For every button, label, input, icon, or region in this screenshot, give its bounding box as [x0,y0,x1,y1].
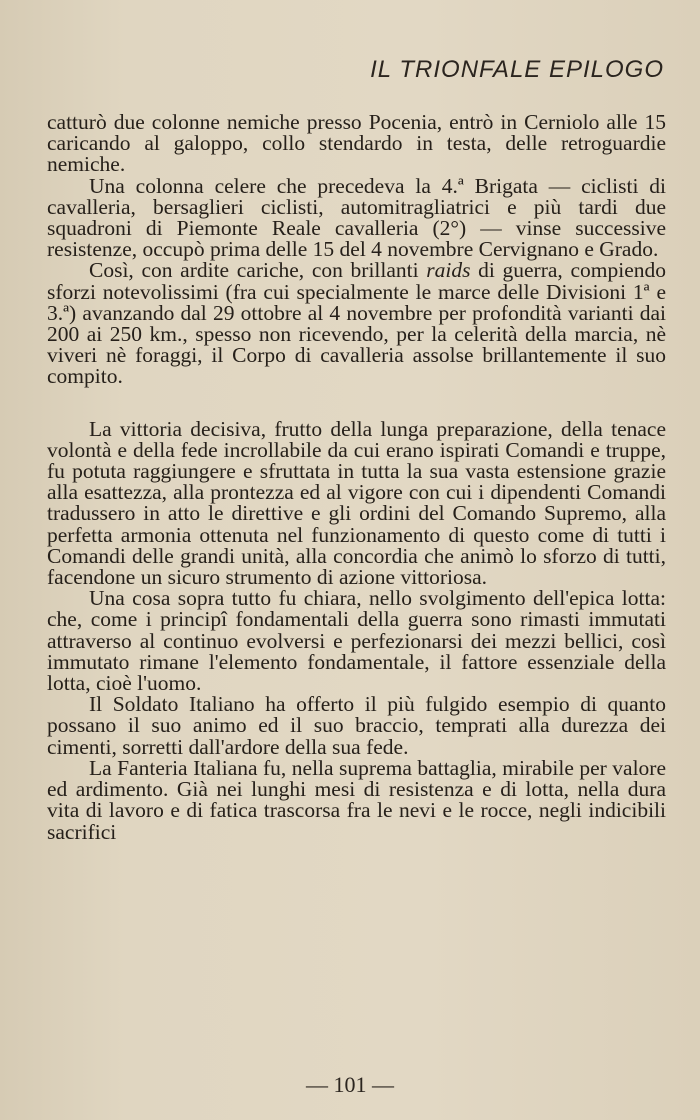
paragraph-colonna-celere: Una colonna celere che precedeva la 4.ª Brigata — ciclisti di cavalleria, bersaglieri ciclisti, automitragliatrici e più tardi due squadroni di Piemonte Reale cavalleria (2°) — vinse successive resistenze, occupò prima delle 15 del 4 novembre Cervignano e Grado. [47,173,666,262]
paragraph-soldato: Il Soldato Italiano ha offerto il più fulgido esempio di quanto possano il suo animo ed il suo braccio, temprati alla durezza dei cimenti, sorretti dall'ardore della sua fede. [47,692,666,759]
paragraph-continuation: catturò due colonne nemiche presso Pocenia, entrò in Cerniolo alle 15 caricando al galoppo, collo stendardo in testa, delle retroguardie nemiche. [47,110,666,177]
paragraph-vittoria: La vittoria decisiva, frutto della lunga preparazione, della tenace volontà e della fede incrollabile da cui erano ispirati Comandi e truppe, fu potuta raggiungere e sfruttata in tutta la sua vasta estensione grazie alla esattezza, alla prontezza ed al vigore con cui i dipendenti Comandi tradussero in atto le direttive e gli ordini del Comando Supremo, alla perfetta armonia ottenuta nel funzionamento di questo come di tutti i Comandi delle grandi unità, alla concordia che animò lo sforzo di tutti, facendone un sicuro strumento di azione vittoriosa. [47,416,666,590]
paragraph-epica-lotta: Una cosa sopra tutto fu chiara, nello svolgimento dell'epica lotta: che, come i principî fondamentali della guerra sono rimasti immutati attraverso al continuo evolversi e perfezionarsi dei mezzi bellici, così immutato rimane l'elemento fondamentale, il fattore essenziale della lotta, cioè l'uomo. [47,586,666,696]
body-text [47,112,666,843]
running-head: IL TRIONFALE EPILOGO [370,56,664,83]
paragraph-cavalleria: Così, con ardite cariche, con brillanti raids di guerra, compiendo sforzi notevolissimi (fra cui specialmente le marce delle Divisioni 1ª e 3.ª) avanzando dal 29 ottobre al 4 novembre per profondità varianti dai 200 ai 250 km., spesso non ricevendo, per la celerità della marcia, nè viveri nè foraggi, il Corpo di cavalleria assolse brillantemente il suo compito. [47,258,666,389]
italic-raids: raids [426,258,471,283]
paragraph-fanteria: La Fanteria Italiana fu, nella suprema battaglia, mirabile per valore ed ardimento. Già nei lunghi mesi di resistenza e di lotta, nella dura vita di lavoro e di fatica trascorsa fra le nevi e le rocce, negli indicibili sacrifici [47,755,666,844]
page-number: — 101 — [306,1072,394,1097]
